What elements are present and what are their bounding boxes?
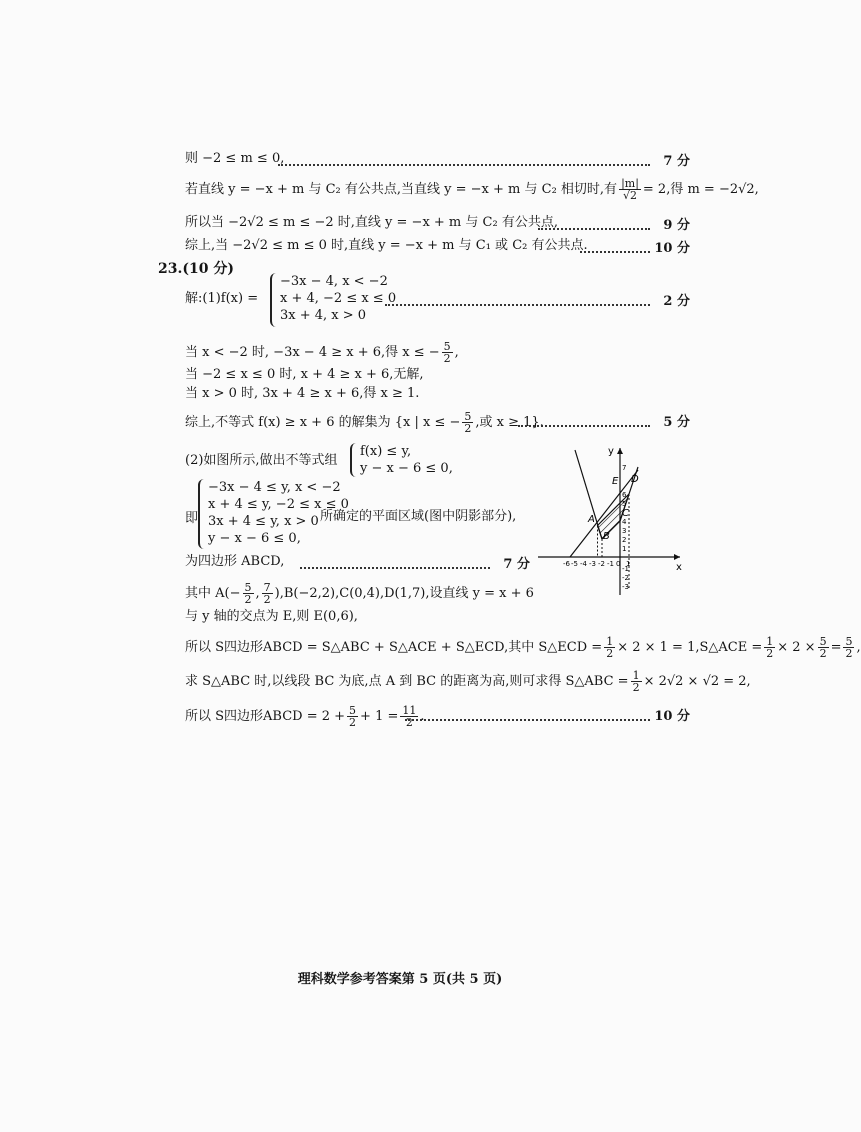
text-line: 所以 S四边形ABCD = 2 + $\frac{5}{2}$ + 1 = $\frac{11}{2}$ . — [185, 704, 425, 729]
label-D: D — [631, 474, 639, 485]
label-C: C — [622, 508, 629, 519]
text-line: 所以当 −2√2 ≤ m ≤ −2 时,直线 y = −x + m 与 C₂ 有公共点, — [185, 215, 558, 230]
leader-dots — [518, 425, 650, 427]
y-axis-label: y — [608, 446, 614, 457]
label-B: B — [603, 531, 610, 542]
svg-text:3: 3 — [622, 527, 627, 535]
leader-dots — [385, 304, 650, 306]
score-label: 7 分 — [663, 154, 690, 169]
label-E: E — [612, 476, 619, 487]
svg-text:-2: -2 — [598, 560, 605, 568]
text-line: 解:(1)f(x) = — [185, 291, 259, 306]
fraction: $\frac{|m|}{√2}$ — [621, 177, 639, 202]
piece-row: −3x − 4, x < −2 — [280, 274, 388, 289]
text-line: 其中 A(− $\frac{5}{2}$ , $\frac{7}{2}$ ),B(−2,2),C(0,4),D(1,7),设直线 y = x + 6 — [185, 581, 534, 606]
piece-row: 3x + 4, x > 0 — [280, 308, 367, 323]
svg-text:-4: -4 — [580, 560, 587, 568]
page-footer: 理科数学参考答案第 5 页(共 5 页) — [297, 972, 503, 987]
leader-dots — [580, 251, 650, 253]
svg-text:7: 7 — [622, 464, 627, 472]
text-line: 综上,当 −2√2 ≤ m ≤ 0 时,直线 y = −x + m 与 C₁ 或 C₂ 有公共点. — [185, 238, 588, 253]
piecewise-brace — [270, 273, 396, 327]
label-A: A — [588, 514, 595, 525]
x-axis-label: x — [676, 562, 682, 573]
text-line: 求 S△ABC 时,以线段 BC 为底,点 A 到 BC 的距离为高,则可求得 S△ABC = $\frac{1}{2}$ × 2√2 × √2 = 2, — [185, 669, 751, 694]
svg-text:5: 5 — [622, 500, 627, 508]
text-line: 所以 S四边形ABCD = S△ABC + S△ACE + S△ECD,其中 S△ECD = $\frac{1}{2}$ × 2 × 1 = 1,S△ACE = $\frac{1}{2}$ × 2 × $\frac{5}{2}$ = $\frac{5}{2}$ , — [185, 635, 861, 660]
fraction: $\frac{5}{2}$ — [443, 340, 451, 365]
leader-dots — [405, 719, 650, 721]
text-line: 当 x < −2 时, −3x − 4 ≥ x + 6,得 x ≤ − $\frac{5}{2}$ , — [185, 340, 459, 365]
text-line: 即 — [185, 511, 199, 526]
text-line: 综上,不等式 f(x) ≥ x + 6 的解集为 {x | x ≤ − $\frac{5}{2}$ ,或 x ≥ 1}. — [185, 410, 544, 435]
svg-text:1: 1 — [626, 560, 631, 568]
svg-text:-1: -1 — [607, 560, 614, 568]
fraction: $\frac{5}{2}$ — [464, 410, 472, 435]
text-line: 为四边形 ABCD, — [185, 554, 285, 569]
svg-text:-3: -3 — [589, 560, 596, 568]
text-line: 当 x > 0 时, 3x + 4 ≥ x + 6,得 x ≥ 1. — [185, 386, 420, 401]
text-line: 当 −2 ≤ x ≤ 0 时, x + 4 ≥ x + 6,无解, — [185, 367, 424, 382]
question-number: 23.(10 分) — [158, 261, 234, 277]
system-brace: f(x) ≤ y, y − x − 6 ≤ 0, — [350, 443, 453, 477]
score-label: 5 分 — [663, 415, 690, 430]
score-label: 10 分 — [654, 241, 690, 256]
region-graph — [530, 440, 690, 600]
leader-dots — [278, 164, 650, 166]
svg-text:0: 0 — [616, 560, 621, 568]
svg-text:-2: -2 — [622, 574, 629, 582]
leader-dots — [538, 228, 650, 230]
svg-text:6: 6 — [622, 491, 627, 499]
text-line: 所确定的平面区域(图中阴影部分), — [320, 509, 517, 524]
x-tick-labels — [563, 560, 630, 568]
piece-row: x + 4, −2 ≤ x ≤ 0 — [280, 291, 397, 306]
score-label: 10 分 — [654, 709, 690, 724]
svg-text:1: 1 — [622, 545, 627, 553]
score-label: 2 分 — [663, 294, 690, 309]
leader-dots — [300, 567, 490, 569]
svg-text:-5: -5 — [571, 560, 578, 568]
svg-text:2: 2 — [622, 536, 627, 544]
svg-text:-3: -3 — [622, 583, 629, 591]
text-line: 与 y 轴的交点为 E,则 E(0,6), — [185, 609, 358, 624]
text-line: 若直线 y = −x + m 与 C₂ 有公共点,当直线 y = −x + m 与 C₂ 相切时,有 $\frac{|m|}{√2}$ = 2,得 m = −2√2, — [185, 177, 759, 202]
svg-text:-1: -1 — [622, 565, 629, 573]
score-label: 9 分 — [663, 218, 690, 233]
text-line: (2)如图所示,做出不等式组 — [185, 453, 338, 468]
svg-text:4: 4 — [622, 518, 627, 526]
text-line: 则 −2 ≤ m ≤ 0, — [185, 151, 285, 166]
score-label: 7 分 — [503, 557, 530, 572]
system-brace: −3x − 4 ≤ y, x < −2 x + 4 ≤ y, −2 ≤ x ≤ 0 3x + 4 ≤ y, x > 0 y − x − 6 ≤ 0, — [198, 479, 349, 549]
svg-text:-6: -6 — [563, 560, 570, 568]
